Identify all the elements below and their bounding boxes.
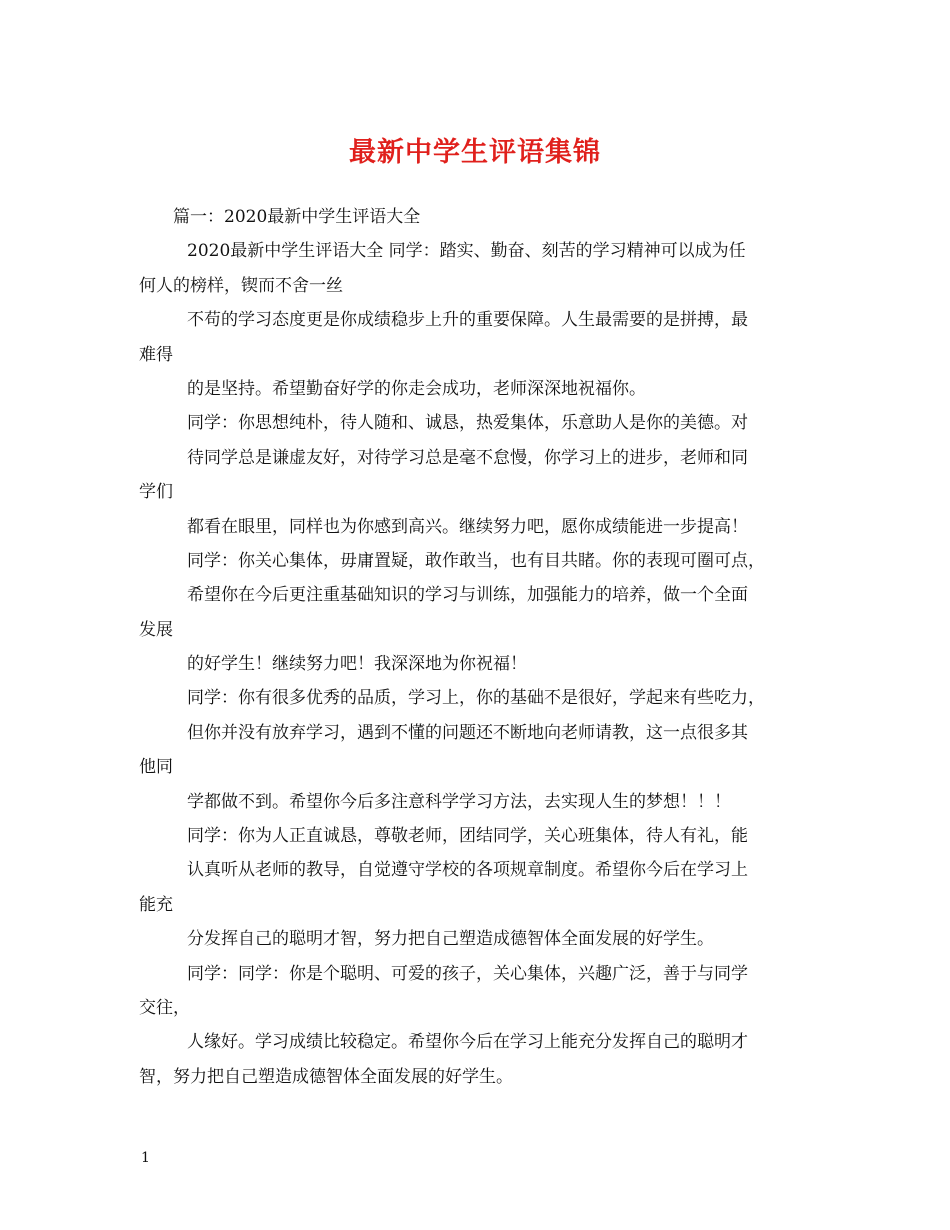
document-title: 最新中学生评语集锦 — [349, 137, 601, 168]
text-line: 的好学生！继续努力吧！我深深地为你祝福！ — [187, 654, 527, 675]
text-line: 学们 — [139, 482, 173, 503]
text-line: 同学：你为人正直诚恳，尊敬老师，团结同学，关心班集体，待人有礼，能 — [187, 826, 748, 847]
text-line: 不苟的学习态度更是你成绩稳步上升的重要保障。人生最需要的是拼搏，最 — [187, 310, 748, 331]
text-line: 但你并没有放弃学习，遇到不懂的问题还不断地向老师请教，这一点很多其 — [187, 722, 748, 743]
text-line: 智，努力把自己塑造成德智体全面发展的好学生。 — [139, 1066, 513, 1087]
text-line: 能充 — [139, 894, 173, 915]
text-line: 他同 — [139, 757, 173, 778]
page-number: 1 — [141, 1150, 150, 1166]
text-line: 学都做不到。希望你今后多注意科学学习方法，去实现人生的梦想！！！ — [187, 791, 731, 812]
text-line: 希望你在今后更注重基础知识的学习与训练，加强能力的培养，做一个全面 — [187, 585, 748, 606]
text-line: 何人的榜样，锲而不舍一丝 — [139, 275, 343, 296]
text-line: 同学：你思想纯朴，待人随和、诚恳，热爱集体，乐意助人是你的美德。对 — [187, 413, 748, 434]
text-line: 分发挥自己的聪明才智，努力把自己塑造成德智体全面发展的好学生。 — [187, 929, 714, 950]
section-heading: 篇一：2020最新中学生评语大全 — [173, 207, 421, 227]
text-line: 同学：你关心集体，毋庸置疑，敢作敢当，也有目共睹。你的表现可圈可点， — [187, 550, 765, 571]
text-line: 发展 — [139, 619, 173, 640]
text-line: 待同学总是谦虚友好，对待学习总是毫不怠慢，你学习上的进步，老师和同 — [187, 447, 748, 468]
text-line: 都看在眼里，同样也为你感到高兴。继续努力吧，愿你成绩能进一步提高！ — [187, 516, 748, 537]
text-line: 的是坚持。希望勤奋好学的你走会成功，老师深深地祝福你。 — [187, 378, 646, 399]
text-line: 同学：你有很多优秀的品质，学习上，你的基础不是很好，学起来有些吃力， — [187, 688, 765, 709]
text-line: 同学：同学：你是个聪明、可爱的孩子，关心集体，兴趣广泛，善于与同学 — [187, 963, 748, 984]
document-body — [139, 200, 829, 1094]
text-line: 2020最新中学生评语大全 同学：踏实、勤奋、刻苦的学习精神可以成为任 — [187, 241, 746, 262]
text-line: 交往， — [139, 997, 190, 1018]
text-line: 认真听从老师的教导，自觉遵守学校的各项规章制度。希望你今后在学习上 — [187, 860, 748, 881]
text-line: 难得 — [139, 344, 173, 365]
text-line: 人缘好。学习成绩比较稳定。希望你今后在学习上能充分发挥自己的聪明才 — [187, 1032, 748, 1053]
